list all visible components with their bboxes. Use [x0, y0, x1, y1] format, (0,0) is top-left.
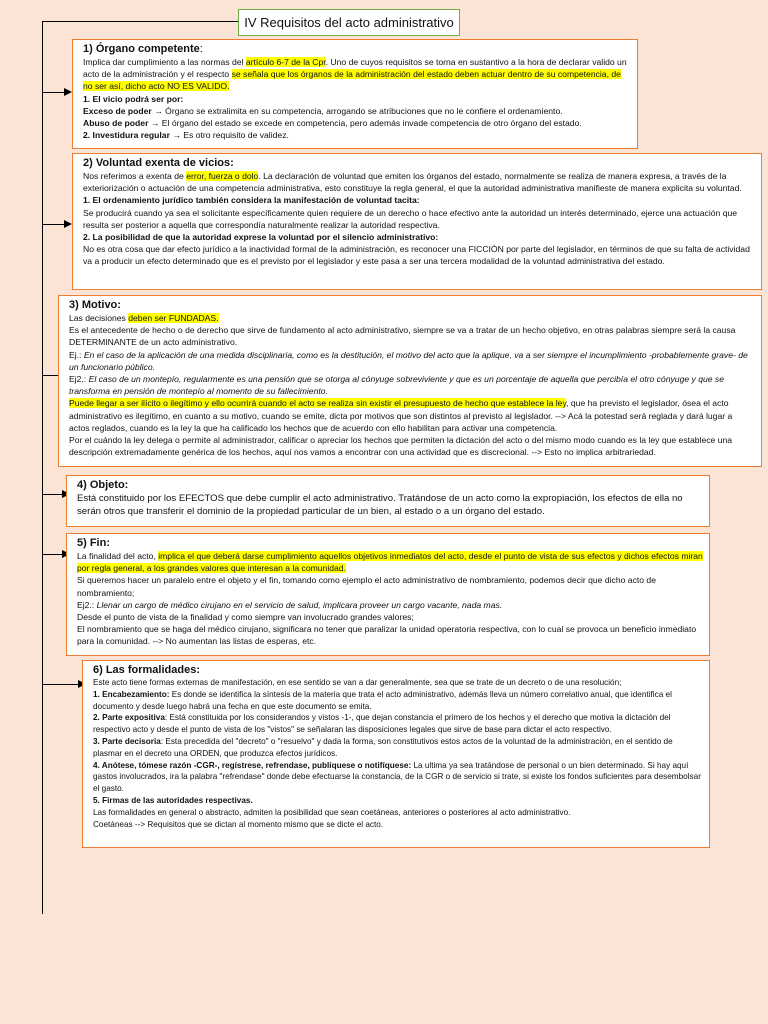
paragraph: Está constituido por los EFECTOS que debe cumplir el acto administrativo. Tratándose de un acto como la expropiación, los efectos de ella no serán otros que transferir el dominio de la propiedad particular de un bien, al estado o a un órgano del estado. [77, 493, 683, 518]
section-heading: 3) Motivo: [69, 299, 121, 311]
list-item: 1. El ordenamiento jurídico también considera la manifestación de voluntad tacita: [83, 195, 420, 206]
paragraph: Por el cuándo la ley delega o permite al administrador, calificar o apreciar los hechos que permiten la dictación del acto o del mismo modo cuando es la ley que establece una descripción extremadamente genérica de los hechos, aquí nos vamos a encontrar con una actividad que es discrecional. --> Esto no implica arbitrariedad. [69, 435, 733, 458]
connector-branch-2 [42, 224, 66, 225]
section-heading: 6) Las formalidades: [93, 664, 200, 676]
page-title: IV Requisitos del acto administrativo [238, 9, 460, 36]
paragraph: Las formalidades en general o abstracto, admiten la posibilidad que sean coetáneas, anteriores o posteriores al acto administrativo. [93, 807, 571, 817]
paragraph: Coetáneas --> Requisitos que se dictan al momento mismo que se dicte el acto. [93, 819, 384, 829]
paragraph: Se producirá cuando ya sea el solicitante específicamente quien requiere de un derecho o hace efectivo ante la autoridad un interés determinado, ejerce una actuación que resulta ser posterior a aquella que correspondía naturalmente realizar la autoridad respectiva. [83, 207, 738, 230]
list-item: 4. Anótese, tómese razón -CGR-, regístrese, refrendase, publíquese o notifíquese: La ultima ya sea tratándose de personal o un bien determinado. Si hay aquí gastos involucrados, ira la palabra "refrendase" donde debe efectuarse la constancia, de la CGR o de servicio si trate, si existe los fondos suficientes para desembolsar el gasto. [93, 760, 701, 794]
section-objeto [66, 475, 710, 527]
list-item: Exceso de poder → Órgano se extralimita en su competencia, arrogando se atribuciones que no le confiere el ordenamiento. [83, 105, 563, 116]
arrow-icon [64, 220, 72, 228]
list-item: Abuso de poder → El órgano del estado se excede en competencia, pero además invade competencia de otro órgano del estado. [83, 118, 582, 129]
connector-branch-6 [42, 684, 80, 685]
paragraph: No es otra cosa que dar efecto jurídico a la inactividad formal de la administración, es reconocer una FICCIÓN por parte del legislador, en términos de que su falta de actividad va a producir un efecto determinado que es el previsto por el legislador y este pasa a ser una tercera modalidad de la voluntad administrativa del estado. [83, 244, 750, 267]
list-item: 2. Parte expositiva: Está constituida por los considerandos y vistos -1-, que dejan constancia el primero de los hechos y el derecho que motiva la dictación del respectivo acto y desde el punto de vista de los "vistos" se señalaran las disposiciones legales que sirve de base para dictar el acto respectivo. [93, 713, 671, 735]
section-voluntad-exenta [72, 153, 762, 290]
paragraph: Nos referimos a exenta de error, fuerza o dolo. La declaración de voluntad que emiten los órganos del estado, normalmente se realiza de manera expresa, a través de la exteriorización o actuación de una competencia administrativa, esto constituye la regla general, el que la autoridad administrativa manifieste de manera explicita su voluntad. [83, 171, 742, 194]
paragraph: Ej.: En el caso de la aplicación de una medida disciplinaria, como es la destitución, el motivo del acto que la aplique, va a ser siempre el incumplimiento -probablemente grave- de un funcionario público. [69, 349, 748, 372]
paragraph: Si queremos hacer un paralelo entre el objeto y el fin, tomando como ejemplo el acto administrativo de nombramiento, podemos decir que dicho acto de nombramiento; [77, 575, 656, 598]
paragraph: Desde el punto de vista de la finalidad y como siempre van involucrado grandes valores; [77, 612, 414, 623]
section-motivo [58, 295, 762, 467]
connector-top-horizontal [42, 21, 238, 22]
paragraph: Ej2.: El caso de un montepío, regularmente es una pensión que se otorga al cónyuge sobreviviente y que es un porcentaje de aquella que percibía el otro cónyuge y que se transforma en pensión de montepío al momento de su fallecimiento. [69, 374, 725, 397]
section-fin [66, 533, 710, 656]
list-item: 3. Parte decisoria: Esta precedida del "decreto" o "resuelvo" y dada la forma, son constitutivos estos actos de la voluntad de la administración, en el sentido de plasmar en el decreto una ORDEN, que produzca efectos jurídicos. [93, 736, 673, 758]
paragraph: Este acto tiene formas externas de manifestación, en ese sentido se van a dar generalmente, sea que se trate de un decreto o de una resolución; [93, 678, 622, 687]
list-item: 1. El vicio podrá ser por: [83, 93, 184, 104]
paragraph: Es el antecedente de hecho o de derecho que sirve de fundamento al acto administrativo, siempre se va a tratar de un hecho objetivo, en otras palabras siempre será la causa DETERMINANTE de un acto administrativo. [69, 325, 736, 348]
connector-branch-4 [42, 494, 64, 495]
paragraph: Implica dar cumplimiento a las normas del artículo 6-7 de la Cpr. Uno de cuyos requisitos se torna en sustantivo a la hora de declarar valido un acto de la administración y el respecto se señala que los órganos de la administración del estado deben actuar dentro de su competencia, de no ser así, dicho acto NO ES VALIDO. [83, 57, 627, 92]
connector-vertical-spine [42, 21, 43, 914]
list-item: 1. Encabezamiento: Es donde se identifica la síntesis de la materia que trata el acto administrativo, además lleva un número correlativo anual, que identifica el documento y desde luego habrá una fecha en que este documento se emita. [93, 689, 672, 711]
paragraph: El nombramiento que se haga del médico cirujano, significara no tener que paralizar la unidad operatoria respectiva, con lo cual se provoca un beneficio inmediato para la comunidad. --> No aumentan las listas de esperas, etc. [77, 624, 697, 647]
connector-branch-5 [42, 554, 64, 555]
section-heading: 2) Voluntad exenta de vicios: [83, 157, 234, 169]
section-organo-competente [72, 39, 638, 149]
list-item: 2. La posibilidad de que la autoridad exprese la voluntad por el silencio administrativo: [83, 232, 439, 243]
paragraph: Ej2.: Llenar un cargo de médico cirujano en el servicio de salud, implicara proveer un cargo vacante, nada mas. [77, 599, 503, 610]
arrow-icon [64, 88, 72, 96]
list-item: 5. Firmas de las autoridades respectivas. [93, 795, 253, 805]
section-heading: 1) Órgano competente: [83, 43, 203, 55]
section-heading: 4) Objeto: [77, 479, 129, 491]
paragraph: La finalidad del acto, implica el que deberá darse cumplimiento aquellos objetivos inmediatos del acto, desde el punto de vista de sus efectos y dichos efectos miran por regla general, a los grandes valores que interesan a la comunidad. [77, 551, 703, 574]
section-formalidades [82, 660, 710, 848]
paragraph: Puede llegar a ser ilícito o ilegítimo y ello ocurrirá cuando el acto se realiza sin existir el presupuesto de hecho que establece la ley, que ha previsto el legislador, ósea el acto administrativo es ilegítimo, en cuanto a su motivo, cuando se emite, dicta por motivos que son distintos al previsto al legislador. --> Acá la potestad será reglada y dará lugar a actos reglados, cuando es la ley la que ha calificado los hechos que de acuerdo con ello habilitan para activar una competencia. [69, 398, 733, 433]
list-item: 2. Investidura regular → Es otro requisito de validez. [83, 130, 289, 141]
section-heading: 5) Fin: [77, 537, 110, 549]
connector-branch-1 [42, 92, 66, 93]
paragraph: Las decisiones deben ser FUNDADAS. [69, 313, 219, 323]
